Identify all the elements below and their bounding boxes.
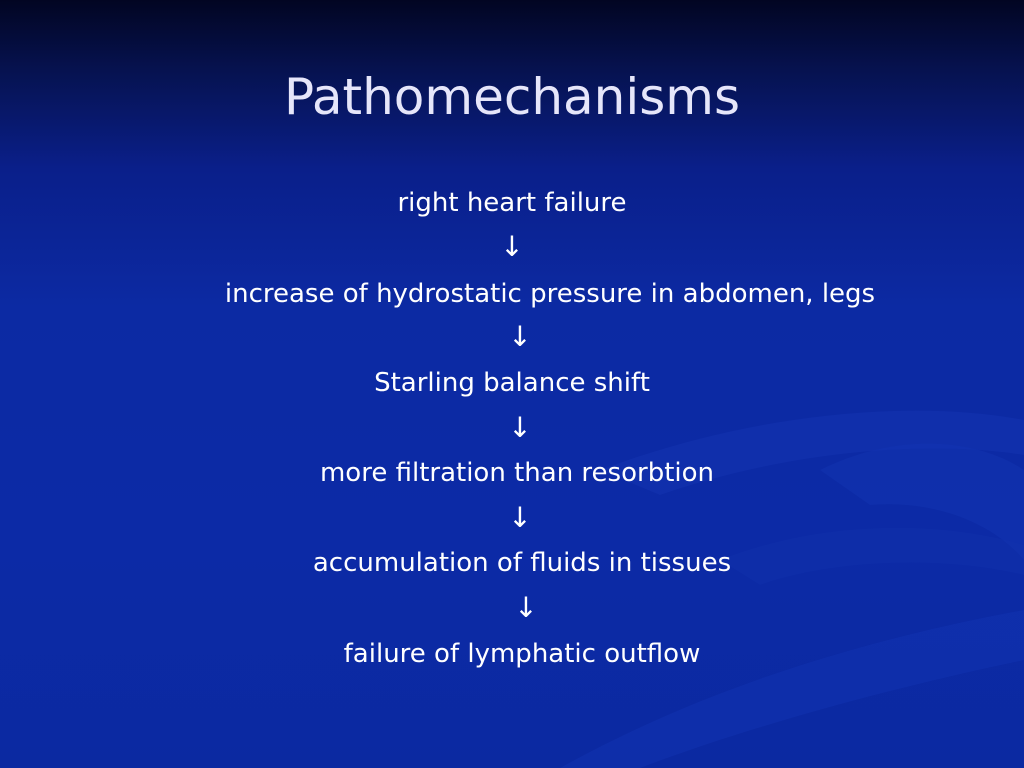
down-arrow-icon: ↓ bbox=[508, 411, 532, 444]
down-arrow-icon: ↓ bbox=[508, 501, 532, 534]
down-arrow-icon: ↓ bbox=[500, 230, 524, 263]
step-more-filtration: more filtration than resorbtion bbox=[319, 458, 714, 488]
step-accumulation-of-fluids: accumulation of fluids in tissues bbox=[312, 548, 732, 578]
step-starling-balance-shift: Starling balance shift bbox=[374, 368, 650, 398]
down-arrow-icon: ↓ bbox=[514, 591, 538, 624]
down-arrow-icon: ↓ bbox=[508, 320, 532, 353]
step-hydrostatic-pressure: increase of hydrostatic pressure in abdomen, legs bbox=[224, 279, 876, 309]
step-lymphatic-outflow: failure of lymphatic outflow bbox=[343, 639, 701, 669]
slide-title: Pathomechanisms bbox=[283, 68, 741, 126]
step-right-heart-failure: right heart failure bbox=[397, 188, 627, 218]
swoosh-band-1 bbox=[560, 610, 1024, 768]
